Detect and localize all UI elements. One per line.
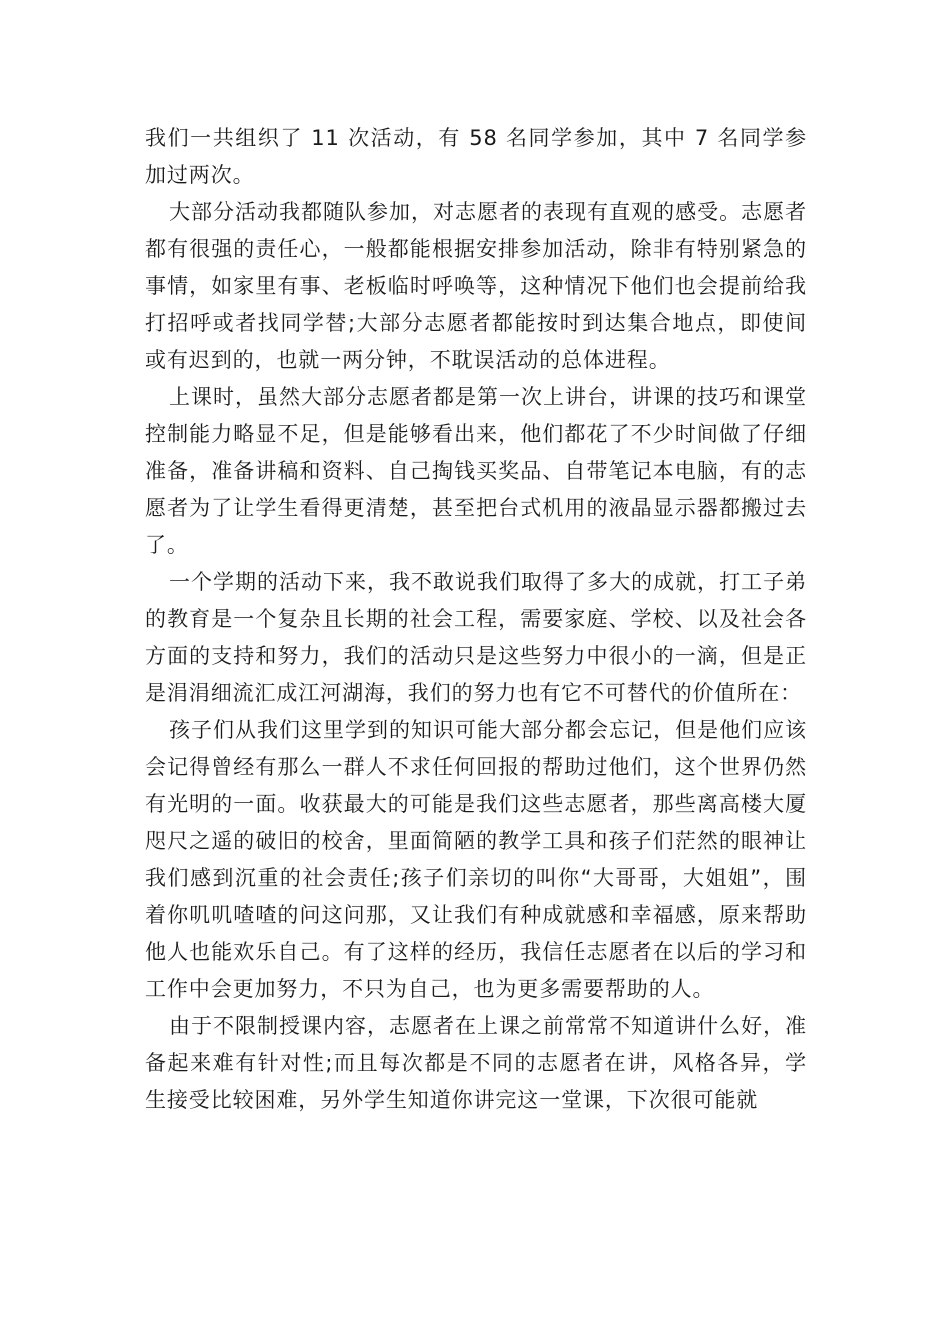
document-body: [145, 120, 807, 1119]
paragraph-course-content-issues: 由于不限制授课内容，志愿者在上课之前常常不知道讲什么好，准备起来难有针对性;而且每次都是不同的志愿者在讲，风格各异，学生接受比较困难，另外学生知道你讲完这一堂课，下次很可能就: [145, 1014, 807, 1112]
paragraph-semester-reflection: 一个学期的活动下来，我不敢说我们取得了多大的成就，打工子弟的教育是一个复杂且长期的社会工程，需要家庭、学校、以及社会各方面的支持和努力，我们的活动只是这些努力中很小的一滴，但是正是涓涓细流汇成江河湖海，我们的努力也有它不可替代的价值所在：: [145, 570, 807, 705]
paragraph-volunteer-attendance: 大部分活动我都随队参加，对志愿者的表现有直观的感受。志愿者都有很强的责任心，一般都能根据安排参加活动，除非有特别紧急的事情，如家里有事、老板临时呼唤等，这种情况下他们也会提前给我打招呼或者找同学替;大部分志愿者都能按时到达集合地点，即使间或有迟到的，也就一两分钟，不耽误活动的总体进程。: [145, 200, 807, 372]
paragraph-activity-count: 我们一共组织了 11 次活动，有 58 名同学参加，其中 7 名同学参加过两次。: [145, 126, 807, 187]
paragraph-children-memories: 孩子们从我们这里学到的知识可能大部分都会忘记，但是他们应该会记得曾经有那么一群人不求任何回报的帮助过他们，这个世界仍然有光明的一面。收获最大的可能是我们这些志愿者，那些离高楼大厦咫尺之遥的破旧的校舍，里面简陋的教学工具和孩子们茫然的眼神让我们感到沉重的社会责任;孩子们亲切的叫你“大哥哥，大姐姐”，围着你叽叽喳喳的问这问那，又让我们有种成就感和幸福感，原来帮助他人也能欢乐自己。有了这样的经历，我信任志愿者在以后的学习和工作中会更加努力，不只为自己，也为更多需要帮助的人。: [145, 718, 807, 1001]
paragraph-class-preparation: 上课时，虽然大部分志愿者都是第一次上讲台，讲课的技巧和课堂控制能力略显不足，但是能够看出来，他们都花了不少时间做了仔细准备，准备讲稿和资料、自己掏钱买奖品、自带笔记本电脑，有的志愿者为了让学生看得更清楚，甚至把台式机用的液晶显示器都搬过去了。: [145, 385, 807, 557]
